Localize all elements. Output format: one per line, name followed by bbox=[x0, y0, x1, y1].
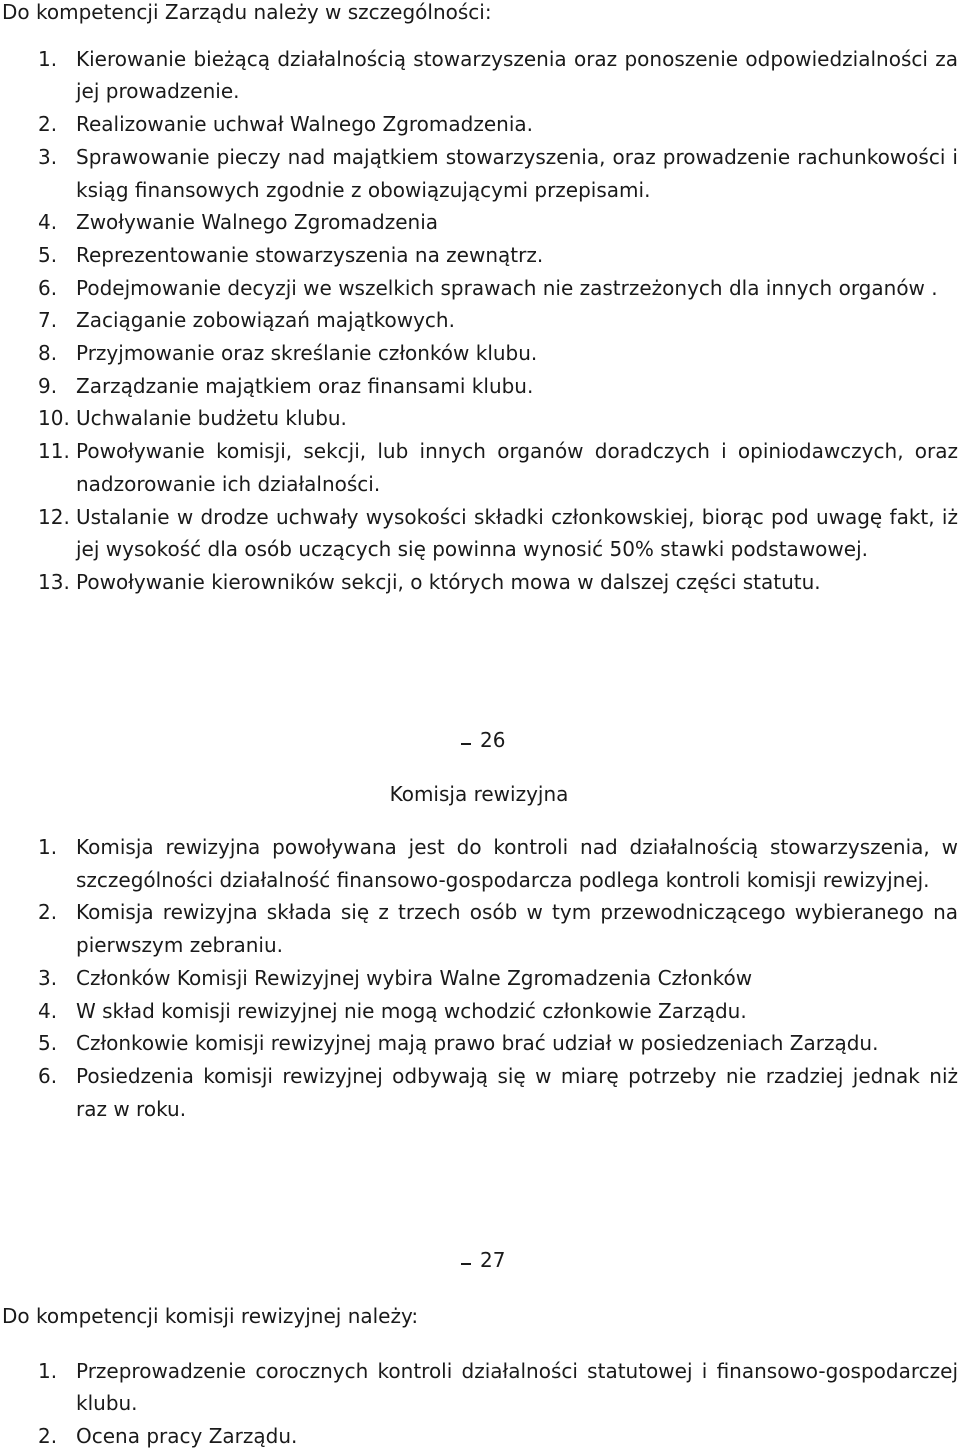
list-item bbox=[0, 337, 958, 370]
list-item bbox=[0, 43, 958, 108]
list-item bbox=[0, 370, 958, 403]
komisja-section bbox=[0, 831, 958, 1125]
item-number: 3. bbox=[38, 144, 58, 169]
item-number: 5. bbox=[38, 242, 58, 267]
list-item bbox=[0, 1355, 958, 1420]
item-number: 2. bbox=[38, 900, 58, 925]
zarzad-intro: Do kompetencji Zarządu należy w szczególności: bbox=[2, 0, 492, 24]
item-text: Członkowie komisji rewizyjnej mają prawo brać udział w posiedzeniach Zarządu. bbox=[76, 1031, 879, 1056]
list-item bbox=[0, 1420, 958, 1453]
item-number: 4. bbox=[38, 998, 58, 1023]
item-text: Członków Komisji Rewizyjnej wybira Walne Zgromadzenia Członków bbox=[76, 965, 753, 990]
item-text: Kierowanie bieżącą działalnością stowarzyszenia oraz ponoszenie odpowiedzialności za jej prowadzenie. bbox=[76, 46, 958, 104]
item-text: Ocena pracy Zarządu. bbox=[76, 1424, 298, 1449]
item-number: 6. bbox=[38, 275, 58, 300]
item-text: Przyjmowanie oraz skreślanie członków klubu. bbox=[76, 341, 538, 366]
item-number: 8. bbox=[38, 341, 58, 366]
item-text: Reprezentowanie stowarzyszenia na zewnątrz. bbox=[76, 242, 544, 267]
list-item bbox=[0, 995, 958, 1028]
section-27-heading bbox=[458, 1244, 538, 1277]
item-number: 9. bbox=[38, 373, 58, 398]
item-number: 12. bbox=[38, 504, 70, 529]
list-item bbox=[0, 108, 958, 141]
item-text: Podejmowanie decyzji we wszelkich sprawach nie zastrzeżonych dla innych organów . bbox=[76, 275, 938, 300]
item-text: Powoływanie komisji, sekcji, lub innych organów doradczych i opiniodawczych, oraz nadzorowanie ich działalności. bbox=[76, 439, 958, 496]
item-text: Uchwalanie budżetu klubu. bbox=[76, 406, 347, 431]
list-item bbox=[0, 831, 958, 896]
item-text: Realizowanie uchwał Walnego Zgromadzenia. bbox=[76, 112, 533, 137]
zarzad-list bbox=[0, 43, 958, 599]
item-text: Zaciąganie zobowiązań majątkowych. bbox=[76, 308, 455, 333]
list-item bbox=[0, 206, 958, 239]
item-number: 6. bbox=[38, 1063, 58, 1088]
zarzad-section bbox=[0, 0, 958, 599]
list-item bbox=[0, 304, 958, 337]
komisja-kompetencje-section bbox=[0, 1300, 958, 1453]
list-item bbox=[0, 239, 958, 272]
item-text: W skład komisji rewizyjnej nie mogą wchodzić członkowie Zarządu. bbox=[76, 998, 747, 1023]
komisja-list bbox=[0, 831, 958, 1125]
item-number: 1. bbox=[38, 46, 58, 71]
list-item bbox=[0, 272, 958, 305]
list-item bbox=[0, 1060, 958, 1125]
list-item bbox=[0, 402, 958, 435]
list-item bbox=[0, 501, 958, 566]
item-text: Powoływanie kierowników sekcji, o których mowa w dalszej części statutu. bbox=[76, 569, 821, 594]
item-text: Komisja rewizyjna składa się z trzech osób w tym przewodniczącego wybieranego na pierwszym zebraniu. bbox=[76, 900, 958, 958]
section-26-heading bbox=[458, 724, 538, 757]
item-text: Zwoływanie Walnego Zgromadzenia bbox=[76, 210, 439, 235]
item-text: Zarządzanie majątkiem oraz finansami klubu. bbox=[76, 373, 534, 398]
item-number: 11. bbox=[38, 439, 70, 464]
item-number: 4. bbox=[38, 210, 58, 235]
item-number: 7. bbox=[38, 308, 58, 333]
list-item bbox=[0, 435, 958, 500]
item-number: 1. bbox=[38, 835, 58, 859]
list-item bbox=[0, 962, 958, 995]
item-number: 5. bbox=[38, 1031, 58, 1056]
list-item bbox=[0, 141, 958, 206]
item-number: 2. bbox=[38, 1424, 58, 1449]
item-text: Posiedzenia komisji rewizyjnej odbywają się w miarę potrzeby nie rzadziej jednak niż raz w roku. bbox=[76, 1063, 958, 1121]
section-27-intro: Do kompetencji komisji rewizyjnej należy: bbox=[2, 1304, 419, 1328]
item-text: Ustalanie w drodze uchwały wysokości składki członkowskiej, biorąc pod uwagę fakt, iż jej wysokość dla osób uczących się powinna wynosić 50% stawki podstawowej. bbox=[76, 504, 958, 562]
list-item bbox=[0, 566, 958, 599]
item-text: Komisja rewizyjna powoływana jest do kontroli nad działalnością stowarzyszenia, w szczególności działalność finansowo-gospodarcza podlega kontroli komisji rewizyjnej. bbox=[76, 835, 958, 892]
item-number: 13. bbox=[38, 569, 70, 594]
section-27-list bbox=[0, 1355, 958, 1453]
item-text: Przeprowadzenie corocznych kontroli działalności statutowej i finansowo-gospodarczej klubu. bbox=[76, 1358, 958, 1416]
section-26-title: Komisja rewizyjna bbox=[389, 782, 569, 806]
item-text: Sprawowanie pieczy nad majątkiem stowarzyszenia, oraz prowadzenie rachunkowości i ksiąg finansowych zgodnie z obowiązującymi przepisami. bbox=[76, 144, 958, 202]
item-number: 3. bbox=[38, 965, 58, 990]
list-item bbox=[0, 896, 958, 961]
item-number: 2. bbox=[38, 112, 58, 137]
item-number: 1. bbox=[38, 1358, 58, 1383]
section-26-number: 26 bbox=[480, 728, 506, 752]
section-27-number: 27 bbox=[480, 1248, 506, 1272]
list-item bbox=[0, 1027, 958, 1060]
item-number: 10. bbox=[38, 406, 70, 431]
